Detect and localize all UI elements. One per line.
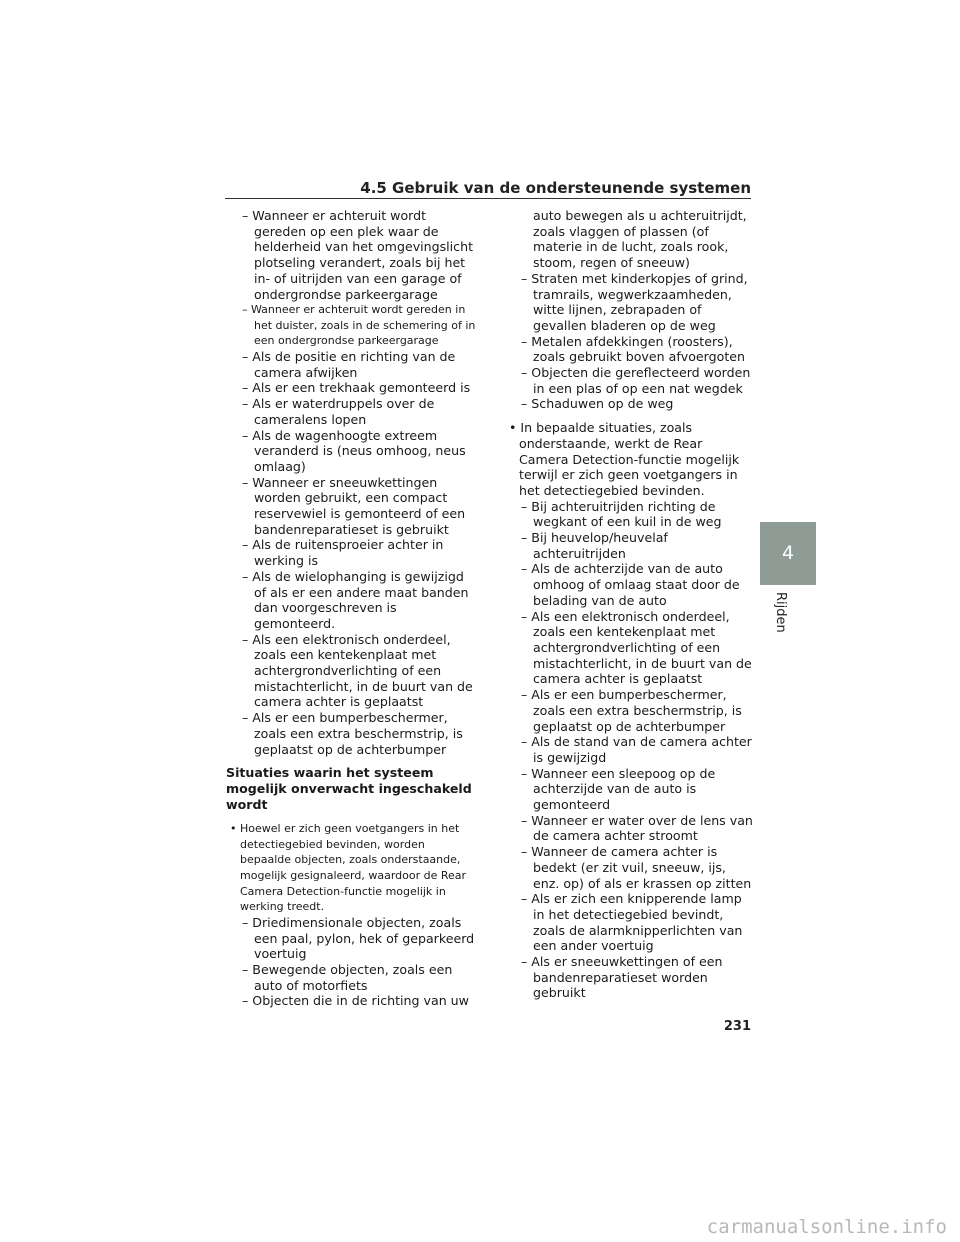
list-item: – Als de ruitensproeier achter in werking is xyxy=(242,537,444,569)
list-item: – Als de achterzijde van de auto omhoog of omlaag staat door de belading van de auto xyxy=(521,561,740,608)
bullet-item: • In bepaalde situaties, zoals onderstaande, werkt de Rear Camera Detection-functie mogelijk terwijl er zich geen voetgangers in het detectiegebied bevinden. xyxy=(509,420,740,498)
list-item: – Straten met kinderkopjes of grind, tramrails, wegwerkzaamheden, witte lijnen, zebrapaden of gevallen bladeren op de weg xyxy=(521,270,748,333)
list-item: – Als een elektronisch onderdeel, zoals een kentekenplaat met achtergrondverlichting of een mistachterlicht, in de buurt van de camera achter is geplaatst xyxy=(521,608,752,687)
list-item: – Wanneer er water over de lens van de camera achter stroomt xyxy=(521,812,753,844)
page-number: 231 xyxy=(723,1019,751,1034)
list-item: – Bij heuvelop/heuvelaf achteruitrijden xyxy=(521,530,668,561)
chapter-tab xyxy=(760,522,816,585)
list-item: – Metalen afdekkingen (roosters), zoals gebruikt boven afvoergoten xyxy=(521,333,745,365)
list-item: – Bij achteruitrijden richting de wegkant of een kuil in de weg xyxy=(521,498,722,530)
chapter-label: Rijden xyxy=(773,592,788,633)
list-item: – Wanneer een sleepoog op de achterzijde van de auto is gemonteerd xyxy=(521,765,716,813)
list-item: – Objecten die gereflecteerd worden in een plas of op een nat wegdek xyxy=(521,365,751,396)
list-item: – Wanneer er achteruit wordt gereden in het duister, zoals in de schemering of in een ondergrondse parkeergarage xyxy=(242,303,476,348)
list-item: – Als de wielophanging is gewijzigd of als er een andere maat banden dan voorgeschreven is gemonteerd. xyxy=(242,568,469,631)
list-item: – Als er zich een knipperende lamp in het detectiegebied bevindt, zoals de alarmknipperlichten van een ander voertuig xyxy=(521,891,743,954)
list-item: – Als er een trekhaak gemonteerd is xyxy=(242,380,471,396)
list-item: – Driedimensionale objecten, zoals een paal, pylon, hek of geparkeerd voertuig xyxy=(242,914,475,962)
list-item: – Wanneer er sneeuwkettingen worden gebruikt, een compact reservewiel is gemonteerd of een bandenreparatieset is gebruikt xyxy=(242,474,466,537)
list-item: – Als de positie en richting van de camera afwijken xyxy=(242,349,456,380)
bullet-item: • Hoewel er zich geen voetgangers in het detectiegebied bevinden, worden bepaalde objecten, zoals onderstaande, mogelijk gesignaleerd, waardoor de Rear Camera Detection-functie mogelijk in werking treedt. xyxy=(230,822,467,914)
list-item: – Schaduwen op de weg xyxy=(521,396,674,412)
section-heading: Situaties waarin het systeem mogelijk onverwacht ingeschakeld wordt xyxy=(226,765,472,813)
list-item: – Als een elektronisch onderdeel, zoals een kentekenplaat met achtergrondverlichting of een mistachterlicht, in de buurt van de camera achter is geplaatst xyxy=(242,631,473,710)
list-item: – Als er sneeuwkettingen of een bandenreparatieset worden gebruikt xyxy=(521,954,723,1001)
list-item: – Bewegende objecten, zoals een auto of motorfiets xyxy=(242,961,453,993)
list-item: – Als er waterdruppels over de cameralens lopen xyxy=(242,396,435,427)
list-item: – Als de wagenhoogte extreem veranderd is (neus omhoog, neus omlaag) xyxy=(242,427,466,474)
left-column xyxy=(226,208,476,1009)
right-column xyxy=(505,208,755,1001)
watermark: carmanualsonline.info xyxy=(706,1216,947,1238)
header-divider xyxy=(225,198,751,199)
list-item: – Objecten die in de richting van uw xyxy=(242,993,469,1009)
list-item: – Als er een bumperbeschermer, zoals een extra beschermstrip, is geplaatst op de achterbumper xyxy=(242,710,463,757)
list-item: – Wanneer er achteruit wordt gereden op een plek waar de helderheid van het omgevingslicht plotseling verandert, zoals bij het in- of uitrijden van een garage of ondergrondse parkeergarage xyxy=(242,208,474,302)
list-item: – Als de stand van de camera achter is gewijzigd xyxy=(521,734,752,765)
list-item: – Wanneer de camera achter is bedekt (er zit vuil, sneeuw, ijs, enz. op) of als er krassen op zitten xyxy=(521,844,752,891)
section-header: 4.5 Gebruik van de ondersteunende systemen xyxy=(360,179,751,197)
chapter-number: 4 xyxy=(781,542,795,564)
list-item: auto bewegen als u achteruitrijdt, zoals vlaggen of plassen (of materie in de lucht, zoals rook, stoom, regen of sneeuw) xyxy=(533,208,747,271)
list-item: – Als er een bumperbeschermer, zoals een extra beschermstrip, is geplaatst op de achterbumper xyxy=(521,687,742,734)
